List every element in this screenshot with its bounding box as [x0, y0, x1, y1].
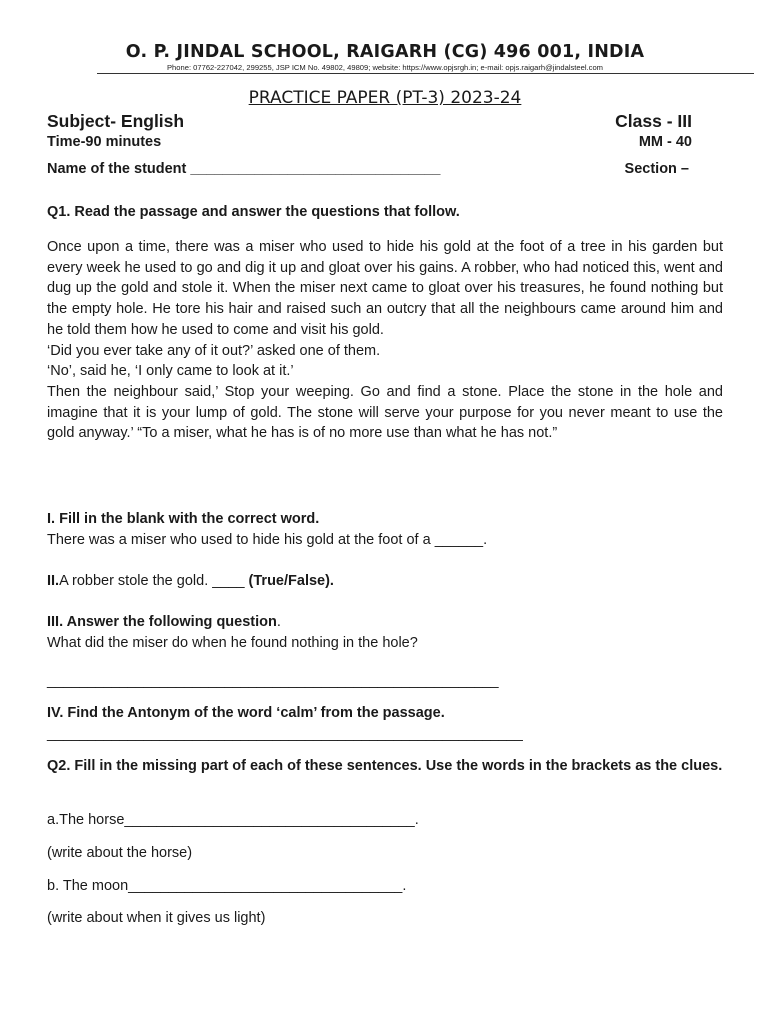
- true-false-question: [47, 571, 723, 592]
- q3-heading-text: III. Answer the following question: [47, 614, 277, 630]
- header-rule: [97, 73, 754, 74]
- passage-paragraph: ‘No’, said he, ‘I only came to look at it.’: [47, 363, 294, 380]
- fill-blank-question: There was a miser who used to hide his gold at the foot of a ______.: [47, 532, 488, 548]
- school-contact: Phone: 07762-227042, 299255, JSP ICM No. 49802, 49809; website: https://www.opjsrgh.in; e-mail: opjs.raigarh@jindalsteel.com: [166, 63, 604, 72]
- school-name: O. P. JINDAL SCHOOL, RAIGARH (CG) 496 001, INDIA: [125, 42, 645, 62]
- subject-label: Subject- English: [47, 111, 185, 131]
- answer-line: ___________________________________________________________: [47, 726, 523, 742]
- tf-text: A robber stole the gold. ____: [59, 573, 249, 589]
- horse-sentence: a.The horse____________________________________.: [47, 812, 419, 828]
- section-field: Section –: [624, 161, 689, 177]
- q4-heading: IV. Find the Antonym of the word ‘calm’ from the passage.: [47, 705, 445, 721]
- tf-number: II.: [47, 573, 60, 589]
- passage: [47, 237, 723, 444]
- passage-paragraph: Once upon a time, there was a miser who used to hide his gold at the foot of a tree in his garden but every week he used to go and dig it up and gloat over his gains. A robber, who had noticed this, went and dug up the gold and stole it. When the miser next came to gloat over his treasures, he found nothing but the empty hole. He tore his hair and raised such an outcry that all the neighbours came around him and he told them how he used to come and visit his gold.: [47, 239, 723, 338]
- passage-paragraph: ‘Did you ever take any of it out?’ asked one of them.: [47, 342, 381, 359]
- time-label: Time-90 minutes: [47, 134, 162, 150]
- fill-blank-heading: I. Fill in the blank with the correct word.: [47, 511, 320, 527]
- paper-title: PRACTICE PAPER (PT-3) 2023-24: [248, 88, 522, 108]
- tf-options: (True/False).: [248, 573, 334, 589]
- passage-paragraph: Then the neighbour said,’ Stop your weeping. Go and find a stone. Place the stone in the hole and imagine that it is your lump of gold. The stone will serve your purpose for you never meant to use the gold anyway.’ “To a miser, what he has is of no more use than what he has not.”: [47, 383, 723, 442]
- answer-line: ________________________________________________________: [47, 673, 499, 689]
- q3-heading-end: .: [276, 614, 281, 630]
- student-name-field: Name of the student _______________________________: [47, 161, 441, 177]
- horse-clue: (write about the horse): [47, 845, 193, 861]
- moon-sentence: b. The moon__________________________________.: [47, 878, 407, 894]
- q3-question: What did the miser do when he found nothing in the hole?: [47, 635, 418, 651]
- q1-heading: Q1. Read the passage and answer the questions that follow.: [47, 204, 460, 220]
- q3-heading: [47, 612, 723, 633]
- moon-clue: (write about when it gives us light): [47, 910, 266, 926]
- time-row: [47, 134, 692, 150]
- marks-label: MM - 40: [638, 134, 692, 150]
- subject-row: [47, 111, 692, 132]
- name-row: [47, 161, 692, 177]
- class-label: Class - III: [615, 111, 692, 131]
- q2-heading: Q2. Fill in the missing part of each of these sentences. Use the words in the brackets as the clues.: [47, 758, 723, 774]
